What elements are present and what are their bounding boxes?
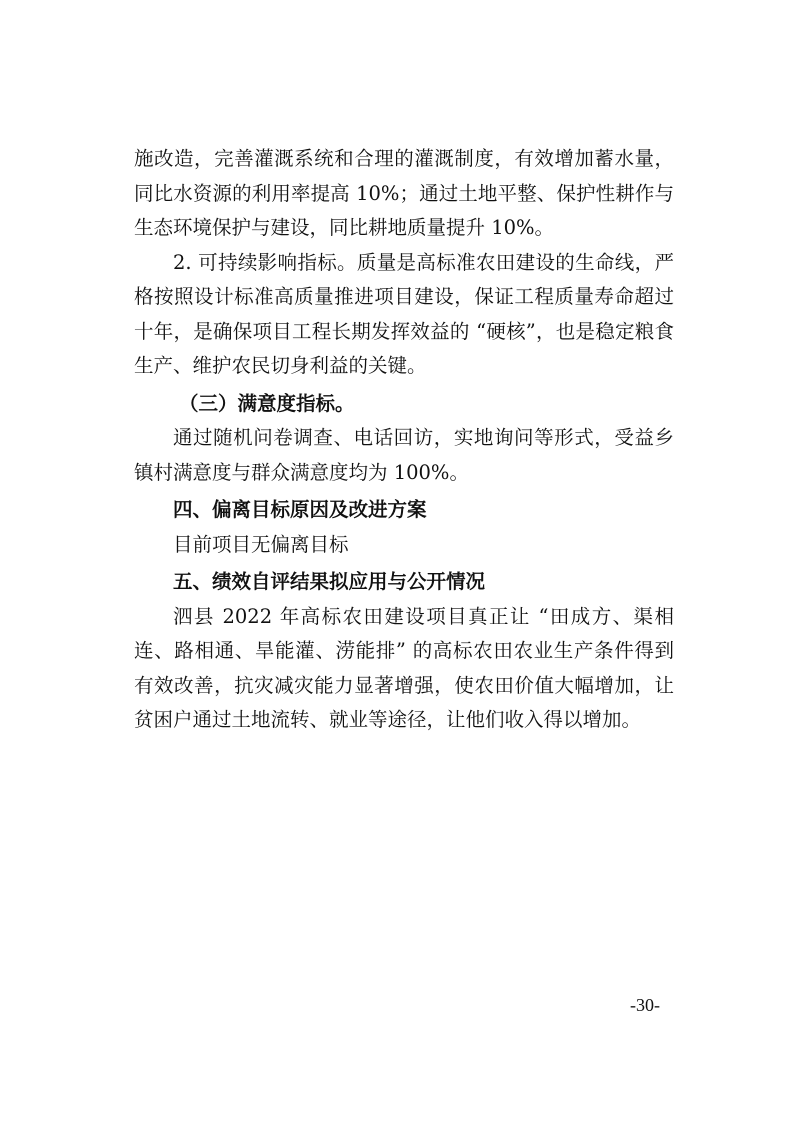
page-number: -30- bbox=[630, 995, 660, 1015]
paragraph-satisfaction: 通过随机问卷调查、电话回访，实地询问等形式，受益乡镇村满意度与群众满意度均为 100%。 bbox=[134, 426, 674, 484]
paragraph-sustainability: 2. 可持续影响指标。质量是高标准农田建设的生命线，严格按照设计标准高质量推进项目建设，保证工程质量寿命超过十年，是确保项目工程长期发挥效益的 “硬核”，也是稳定粮食生产、维护农民切身利益的关键。 bbox=[134, 250, 674, 377]
paragraph-application: 泗县 2022 年高标农田建设项目真正让 “田成方、渠相连、路相通、旱能灌、涝能排” 的高标农田农业生产条件得到有效改善，抗灾减灾能力显著增强，使农田价值大幅增加，让贫困户通过土地流转、就业等途径，让他们收入得以增加。 bbox=[134, 604, 674, 731]
paragraph-irrigation: 施改造，完善灌溉系统和合理的灌溉制度，有效增加蓄水量，同比水资源的利用率提高 10%；通过土地平整、保护性耕作与生态环境保护与建设，同比耕地质量提升 10%。 bbox=[134, 147, 674, 239]
heading-deviation: 四、偏离目标原因及改进方案 bbox=[173, 498, 427, 521]
heading-application: 五、绩效自评结果拟应用与公开情况 bbox=[173, 570, 486, 593]
body-text bbox=[134, 142, 674, 738]
heading-satisfaction: （三）满意度指标。 bbox=[179, 391, 355, 415]
paragraph-deviation: 目前项目无偏离目标 bbox=[173, 532, 349, 556]
